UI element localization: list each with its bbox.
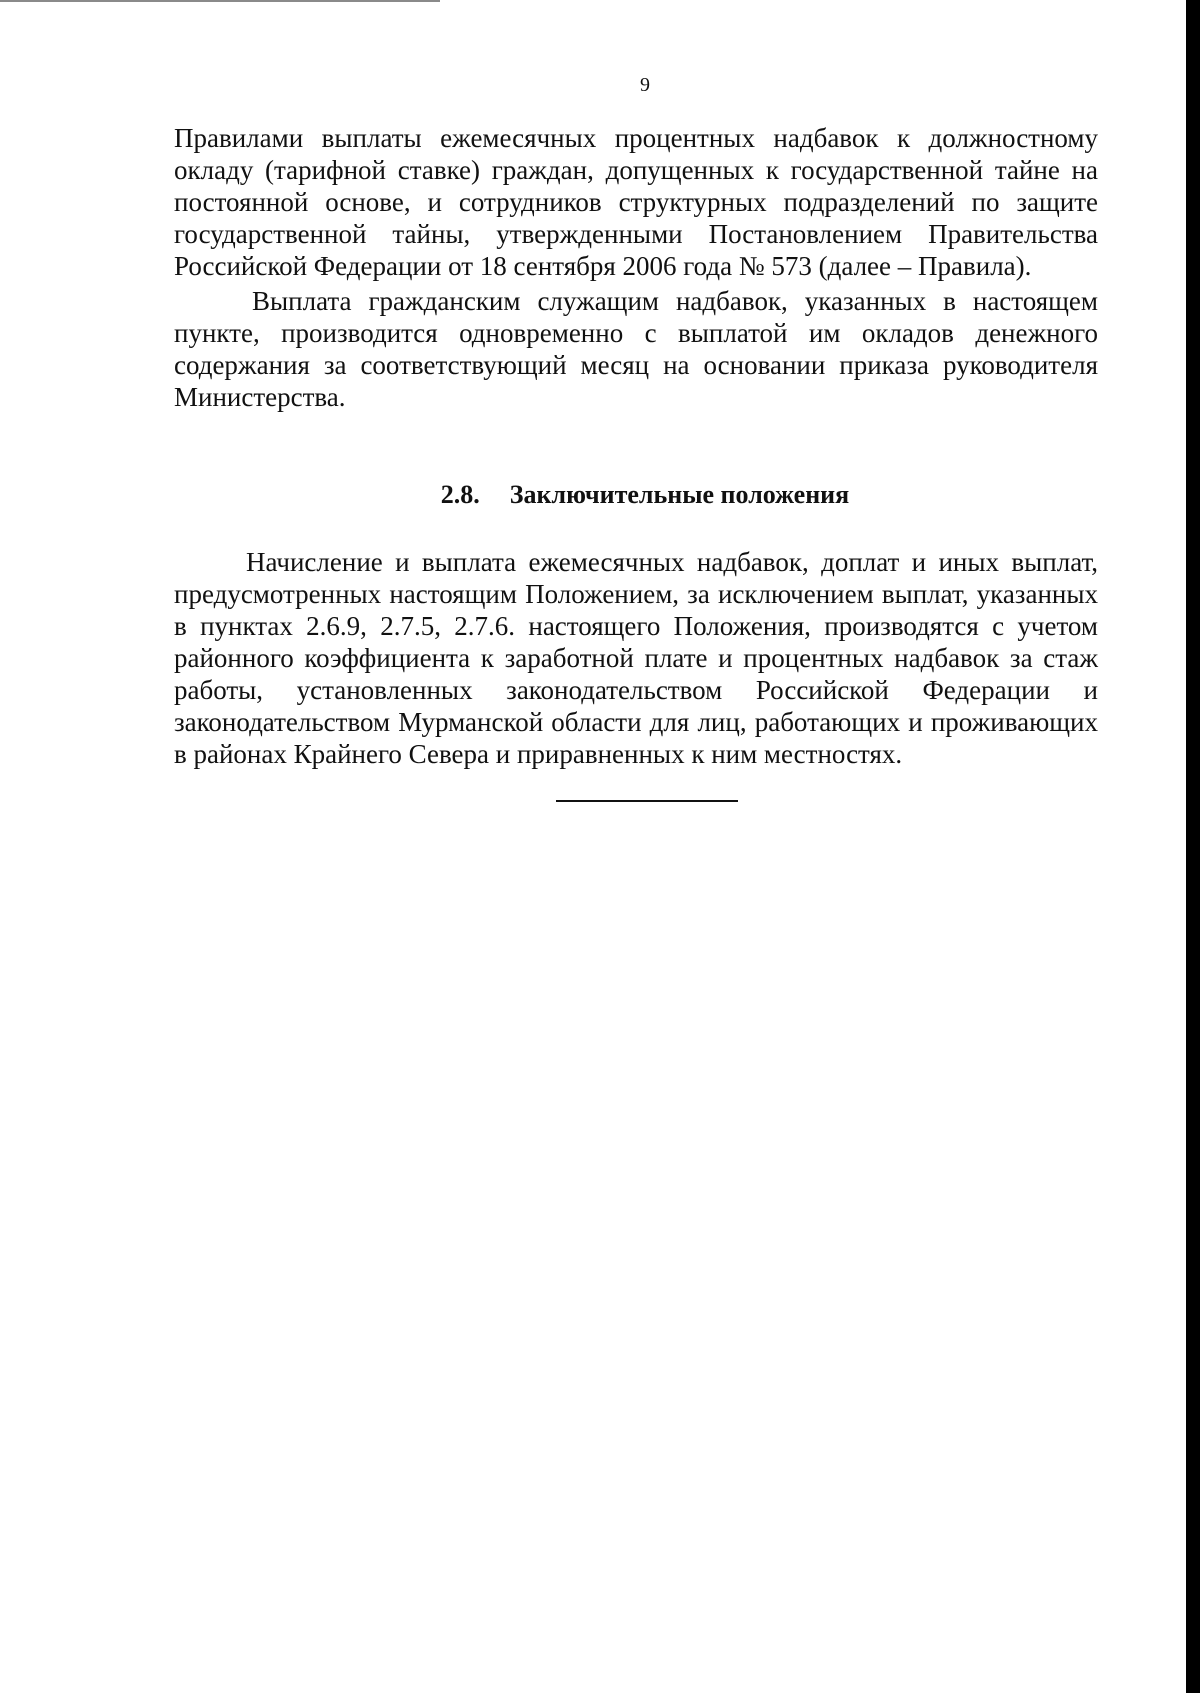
section-heading: [0, 480, 1200, 510]
section-number: 2.8.: [440, 480, 480, 509]
paragraph-payment: Выплата гражданским служащим надбавок, указанных в настоящем пункте, производится одновременно с выплатой им окладов денежного содержания за соответствующий месяц на основании приказа руководителя Министерства.: [174, 286, 1098, 412]
page-number: 9: [640, 74, 650, 96]
scan-edge-top: [0, 0, 440, 2]
section-title: Заключительные положения: [509, 480, 850, 509]
scan-edge-right: [1186, 0, 1200, 1693]
paragraph-rules: Правилами выплаты ежемесячных процентных надбавок к должностному окладу (тарифной ставке) граждан, допущенных к государственной тайне на постоянной основе, и сотрудников структурных подразделений по защите государственной тайны, утвержденными Постановлением Правительства Российской Федерации от 18 сентября 2006 года № 573 (далее – Правила).: [174, 123, 1098, 281]
paragraph-final-provisions: Начисление и выплата ежемесячных надбавок, доплат и иных выплат, предусмотренных настоящим Положением, за исключением выплат, указанных в пунктах 2.6.9, 2.7.5, 2.7.6. настоящего Положения, производятся с учетом районного коэффициента к заработной плате и процентных надбавок за стаж работы, установленных законодательством Российской Федерации и законодательством Мурманской области для лиц, работающих и проживающих в районах Крайнего Севера и приравненных к ним местностях.: [174, 547, 1098, 769]
end-rule: [556, 800, 738, 802]
